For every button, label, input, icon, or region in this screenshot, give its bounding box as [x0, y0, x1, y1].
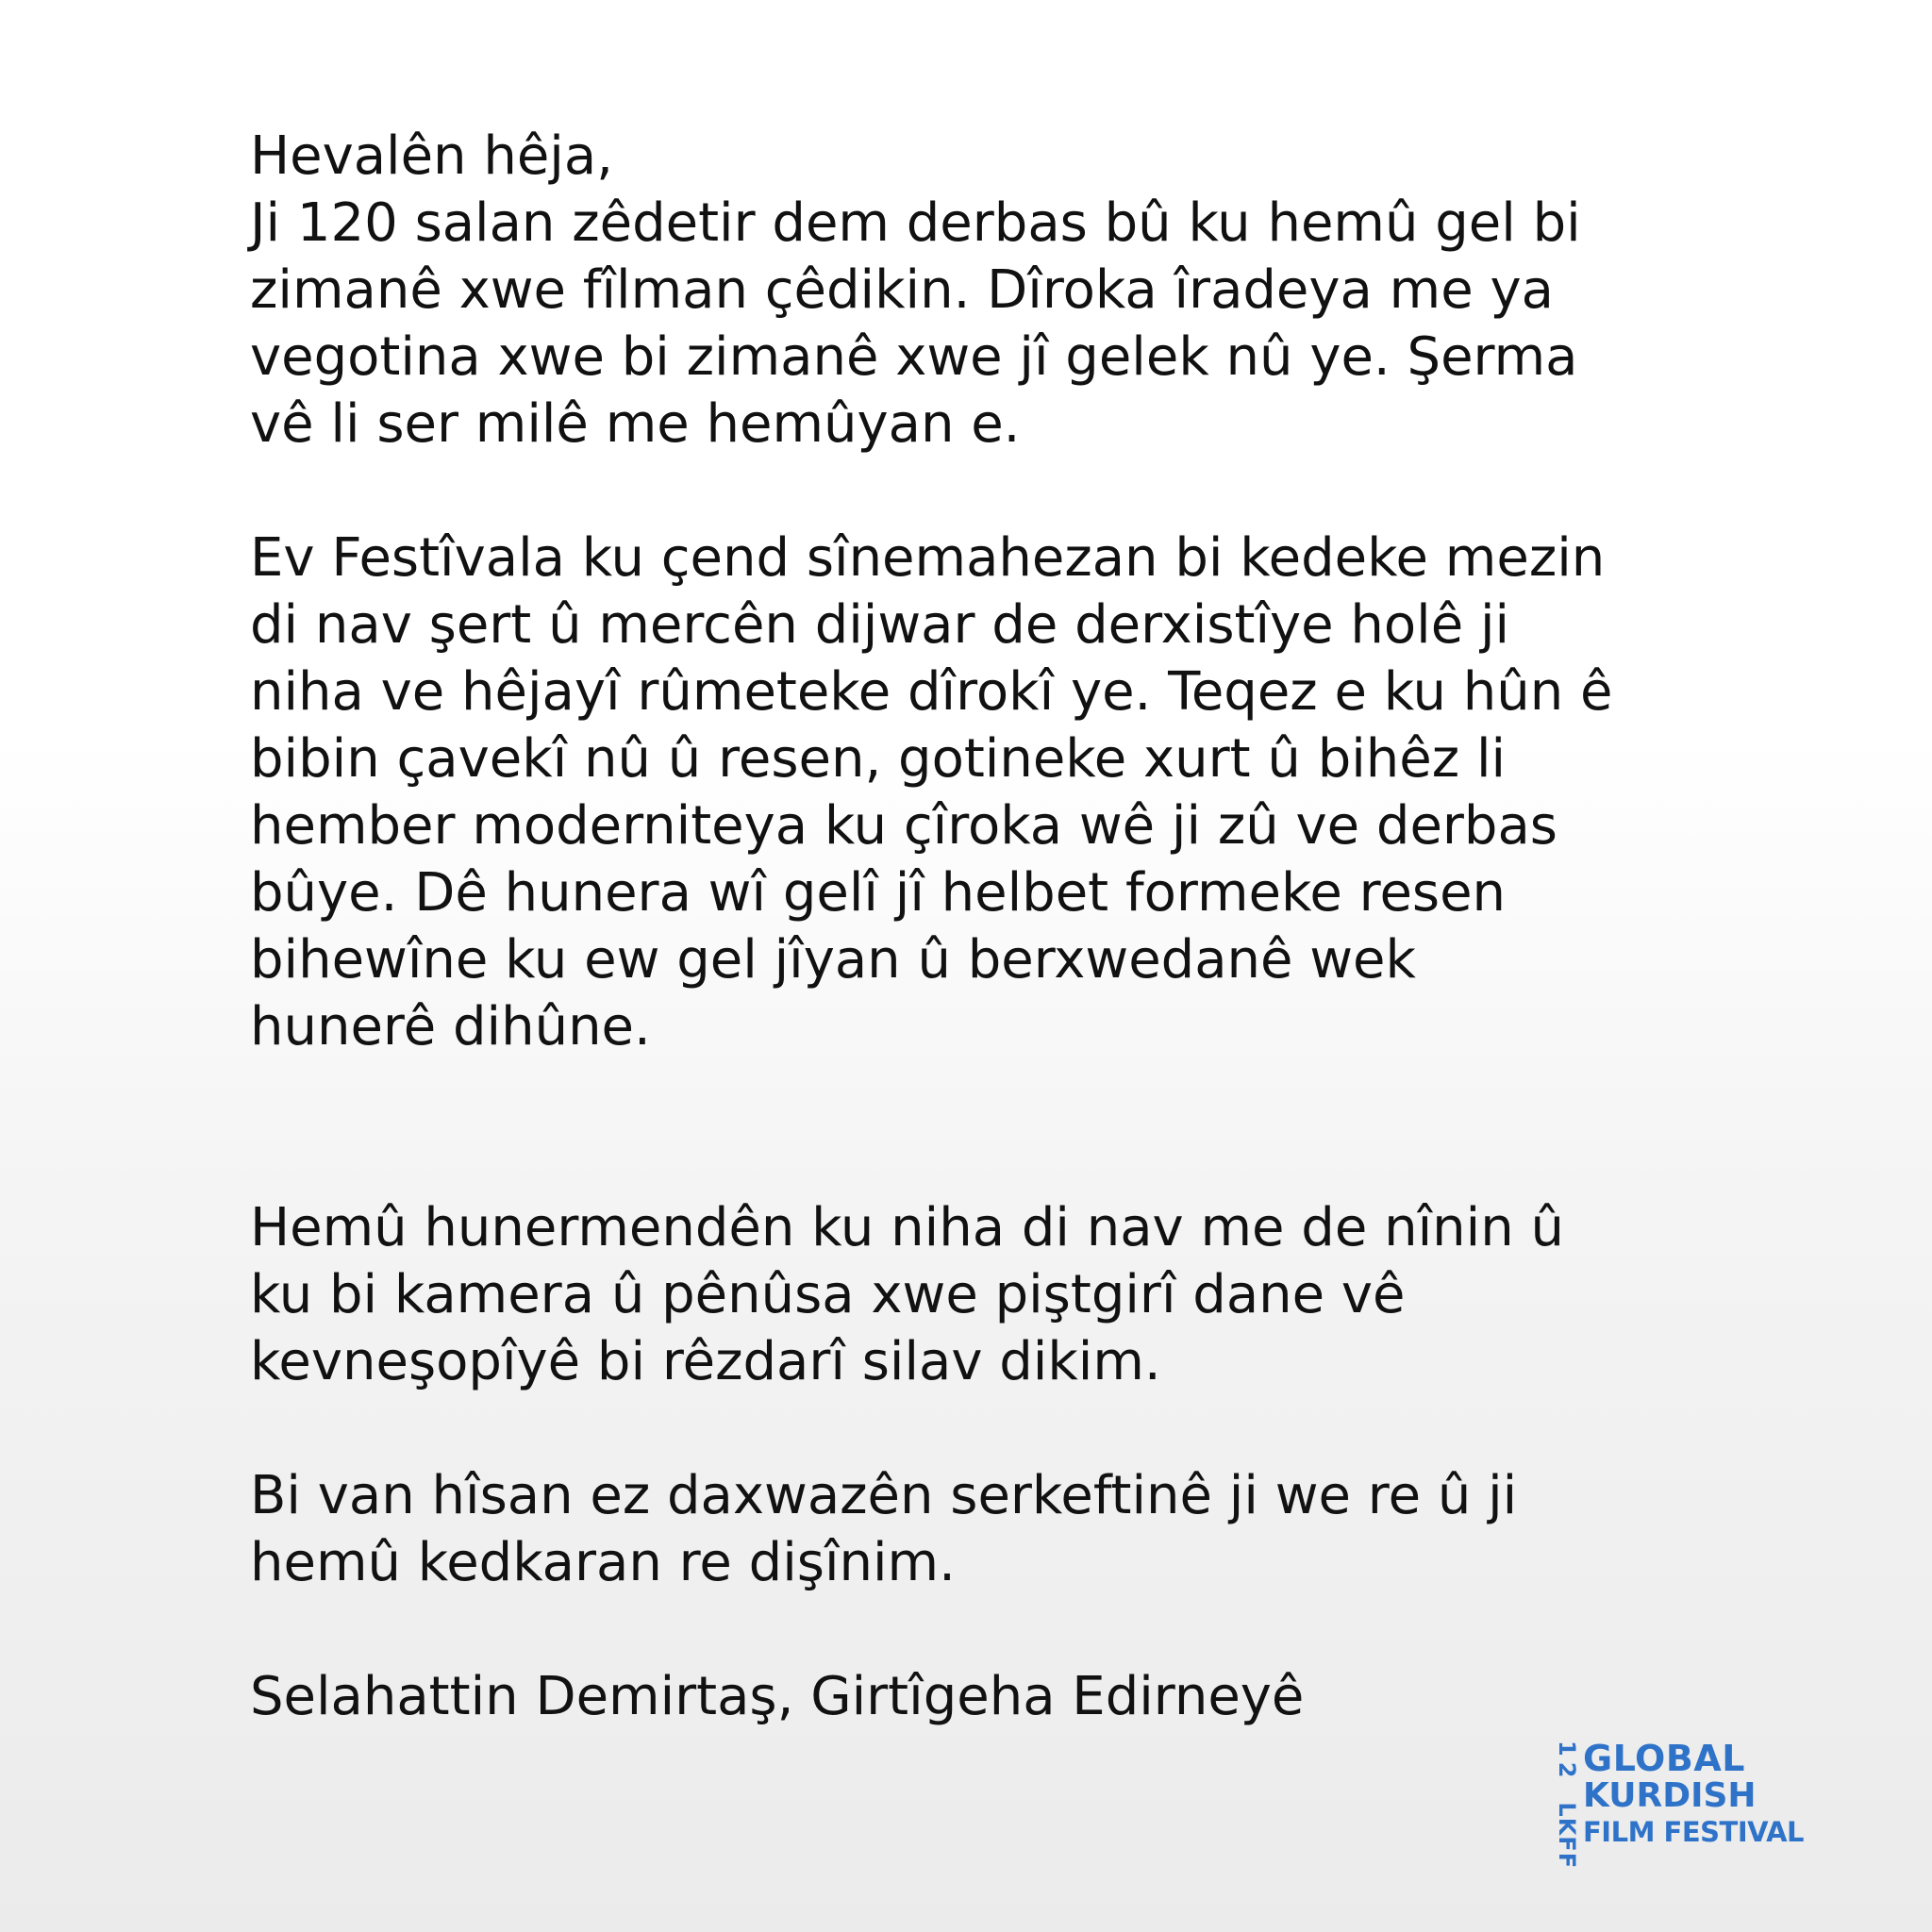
- letter-line: niha ve hêjayî rûmeteke dîrokî ye. Teqez e ku hûn ê: [250, 661, 1613, 723]
- letter-line: bihewîne ku ew gel jîyan û berxwedanê wek: [250, 929, 1416, 991]
- letter-line: hunerê dihûne.: [250, 996, 651, 1058]
- paragraph-wishes: [250, 1462, 1722, 1596]
- letter-line: vegotina xwe bi zimanê xwe jî gelek nû ye. Şerma: [250, 326, 1578, 388]
- logo-wordmark: [1583, 1740, 1804, 1851]
- letter-line: Ji 120 salan zêdetir dem derbas bû ku hemû gel bi: [250, 192, 1581, 254]
- logo-line-kurdish: KURDISH: [1583, 1776, 1757, 1815]
- signature: [250, 1663, 1722, 1730]
- letter-line: Hemû hunermendên ku niha di nav me de nînin û: [250, 1197, 1564, 1258]
- letter-line: kevneşopîyê bi rêzdarî silav dikim.: [250, 1331, 1161, 1392]
- letter-line: Bi van hîsan ez daxwazên serkeftinê ji we re û ji: [250, 1465, 1518, 1526]
- letter-line: zimanê xwe fîlman çêdikin. Dîroka îradeya me ya: [250, 259, 1554, 321]
- letter-line: bibin çavekî nû û resen, gotineke xurt û bihêz li: [250, 728, 1507, 790]
- signature-text: Selahattin Demirtaş, Girtîgeha Edirneyê: [250, 1666, 1305, 1727]
- letter-body: [250, 123, 1722, 1730]
- logo-line-global: GLOBAL: [1583, 1738, 1745, 1779]
- paragraph-artists: [250, 1194, 1722, 1395]
- logo-abbreviation: LKFF: [1554, 1802, 1580, 1870]
- letter-line: vê li ser milê me hemûyan e.: [250, 393, 1021, 455]
- letter-line: Ev Festîvala ku çend sînemahezan bi kedeke mezin: [250, 527, 1606, 589]
- letter-line: Hevalên hêja,: [250, 125, 613, 187]
- letter-line: bûye. Dê hunera wî gelî jî helbet formeke resen: [250, 862, 1507, 924]
- paragraph-greeting: [250, 123, 1722, 458]
- letter-line: di nav şert û mercên dijwar de derxistîye holê ji: [250, 594, 1510, 656]
- logo-line-film-festival: FILM FESTIVAL: [1583, 1816, 1805, 1848]
- logo-edition-number: 12: [1554, 1740, 1580, 1784]
- festival-logo: [1547, 1738, 1830, 1870]
- letter-line: hemû kedkaran re dişînim.: [250, 1532, 956, 1593]
- letter-line: ku bi kamera û pênûsa xwe piştgirî dane vê: [250, 1264, 1406, 1325]
- letter-line: hember moderniteya ku çîroka wê ji zû ve derbas: [250, 795, 1557, 857]
- paragraph-festival: [250, 525, 1722, 1060]
- logo-edition-badge: [1547, 1740, 1580, 1870]
